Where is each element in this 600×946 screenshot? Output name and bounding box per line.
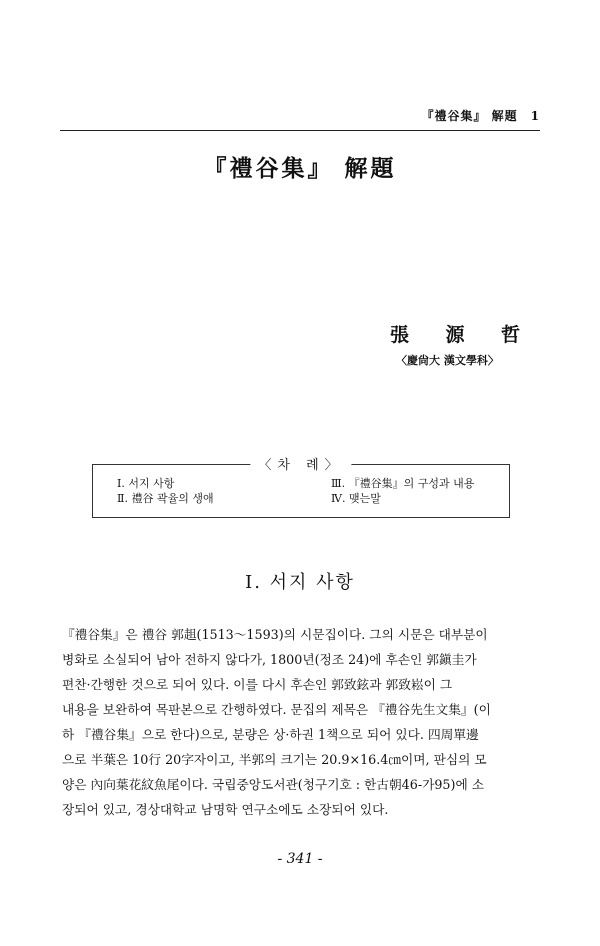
table-of-contents bbox=[92, 458, 510, 518]
toc-item: Ⅲ. 『禮谷集』의 구성과 내용 bbox=[331, 477, 475, 490]
body-line: 양은 內向葉花紋魚尾이다. 국립중앙도서관(청구기호 : 한古朝46-가95)에 소 bbox=[62, 777, 485, 792]
running-head: 『禮谷集』 解題 1 bbox=[60, 107, 540, 131]
toc-item: Ⅱ. 禮谷 곽율의 생애 bbox=[117, 492, 214, 505]
author-char: 哲 bbox=[500, 324, 520, 346]
section-heading: Ⅰ. 서지 사항 bbox=[245, 572, 355, 593]
toc-heading: 〈차 례〉 bbox=[250, 454, 351, 473]
body-paragraph bbox=[62, 622, 540, 822]
author-name bbox=[390, 320, 520, 347]
body-line: 편찬·간행한 것으로 되어 있다. 이를 다시 후손인 郭致鉉과 郭致崧이 그 bbox=[62, 677, 453, 692]
author-char: 源 bbox=[445, 324, 465, 346]
body-line: 『禮谷集』은 禮谷 郭趄(1513～1593)의 시문집이다. 그의 시문은 대부분이 bbox=[62, 627, 488, 642]
body-line: 병화로 소실되어 남아 전하지 않다가, 1800년(정조 24)에 후손인 郭鎭圭가 bbox=[62, 652, 477, 667]
body-line: 내용을 보완하여 목판본으로 간행하였다. 문집의 제목은 『禮谷先生文集』(이 bbox=[62, 702, 491, 717]
toc-item: Ⅰ. 서지 사항 bbox=[117, 477, 175, 490]
author-char: 張 bbox=[390, 324, 410, 346]
page-title: 『禮谷集』 解題 bbox=[203, 155, 397, 182]
page-number: - 341 - bbox=[277, 851, 323, 867]
toc-item: Ⅳ. 맺는말 bbox=[331, 492, 381, 505]
body-line: 장되어 있고, 경상대학교 남명학 연구소에도 소장되어 있다. bbox=[62, 802, 389, 817]
body-line: 으로 半葉은 10行 20字자이고, 半郭의 크기는 20.9×16.4㎝이며, 판심의 모 bbox=[62, 752, 487, 767]
author-affiliation: 〈慶尙大 漢文學科〉 bbox=[396, 354, 499, 367]
body-line: 하 『禮谷集』으로 한다)으로, 분량은 상·하권 1책으로 되어 있다. 四周單邊 bbox=[62, 727, 479, 742]
